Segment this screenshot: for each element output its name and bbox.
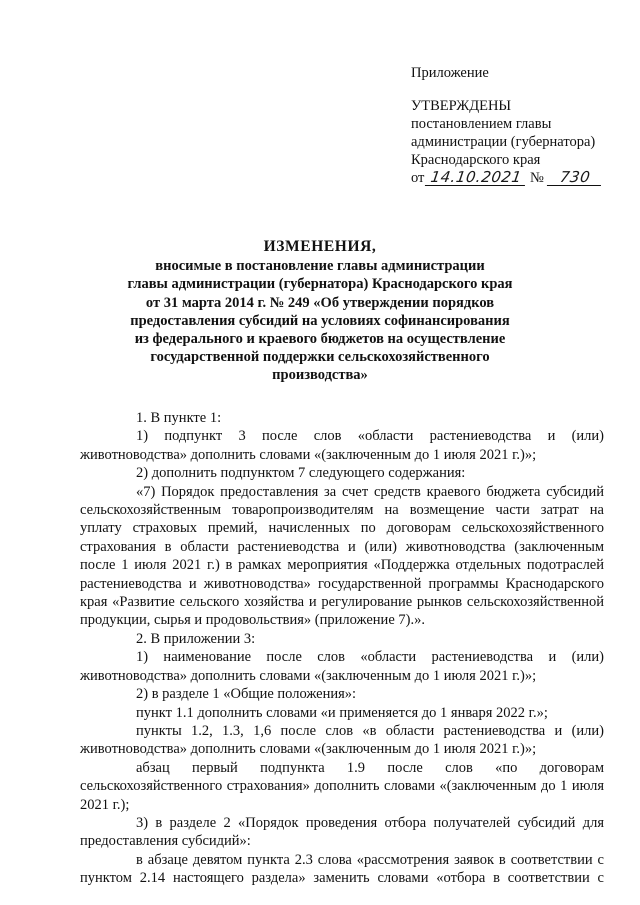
approval-line-1: постановлением главы (411, 116, 552, 132)
title-main: ИЗМЕНЕНИЯ, (263, 238, 377, 255)
body-paragraph: пункт 1.1 дополнить словами «и применяется до 1 января 2022 г.»; (136, 704, 548, 721)
body-paragraph: 2) в разделе 1 «Общие положения»: (136, 686, 357, 703)
handwritten-number: 730 (547, 170, 603, 186)
title-line: из федерального и краевого бюджетов на осуществление (134, 331, 506, 348)
body-paragraph: 1) подпункт 3 после слов «области растениеводства и (или) животноводства» дополнить словами «(заключенным до 1 июля 2021 г.)»; (80, 428, 604, 463)
approval-block (411, 64, 631, 187)
body-paragraph: «7) Порядок предоставления за счет средств краевого бюджета субсидий сельскохозяйственным товаропроизводителям на возмещение части затрат на уплату страховых премий, начисленных по договорам сельскохозяйственного страхования в области растениеводства и (или) животноводства (заключенным после 1 июля 2021 г.) в рамках мероприятия «Поддержка отдельных подотраслей растениеводства и животноводства» государственной программы Краснодарского края «Развитие сельского хозяйства и регулирование рынков сельскохозяйственной продукции, сырья и продовольствия» (приложение 7).». (80, 483, 604, 629)
document-title (80, 238, 560, 385)
body-paragraph: пункты 1.2, 1.3, 1,6 после слов «в области растениеводства и (или) животноводства» дополнить словами «(заключенным до 1 июля 2021 г.)»; (80, 722, 604, 758)
body-paragraph: абзац первый подпункта 1.9 после слов «по договорам сельскохозяйственного страхования» дополнить словами «(заключенным до 1 июля 2021 г.); (80, 759, 604, 813)
body-paragraph: в абзаце девятом пункта 2.3 слова «рассмотрения заявок в соответствии с пунктом 2.14 настоящего раздела» заменить словами «отбора в соответствии с (80, 851, 604, 887)
title-line: предоставления субсидий на условиях софинансирования (130, 312, 510, 329)
body-paragraph: 1. В пункте 1: (136, 410, 222, 426)
body-paragraph: 3) в разделе 2 «Порядок проведения отбора получателей субсидий для предоставления субсидий»: (80, 814, 604, 850)
handwritten-date: 14.10.2021 (425, 170, 527, 186)
title-line: от 31 марта 2014 г. № 249 «Об утверждении порядков (145, 294, 495, 311)
appendix-label: Приложение (411, 65, 489, 81)
approval-date-line (411, 169, 631, 187)
body-paragraph: 2) дополнить подпунктом 7 следующего содержания: (136, 465, 466, 482)
title-line: государственной поддержки сельскохозяйственного (150, 349, 490, 366)
approved-heading: УТВЕРЖДЕНЫ (411, 98, 512, 114)
approval-line-3: Краснодарского края (411, 152, 541, 168)
title-line: главы администрации (губернатора) Краснодарского края (127, 276, 513, 293)
body-paragraph: 1) наименование после слов «области растениеводства и (или) животноводства» дополнить словами «(заключенным до 1 июля 2021 г.)»; (80, 649, 604, 684)
title-line: вносимые в постановление главы администрации (155, 258, 485, 275)
title-line: производства» (272, 367, 368, 384)
approval-line-2: администрации (губернатора) (411, 134, 596, 150)
date-prefix: от (411, 170, 425, 186)
number-prefix: № (530, 170, 544, 186)
document-body (80, 409, 604, 888)
body-paragraph: 2. В приложении 3: (136, 630, 256, 647)
